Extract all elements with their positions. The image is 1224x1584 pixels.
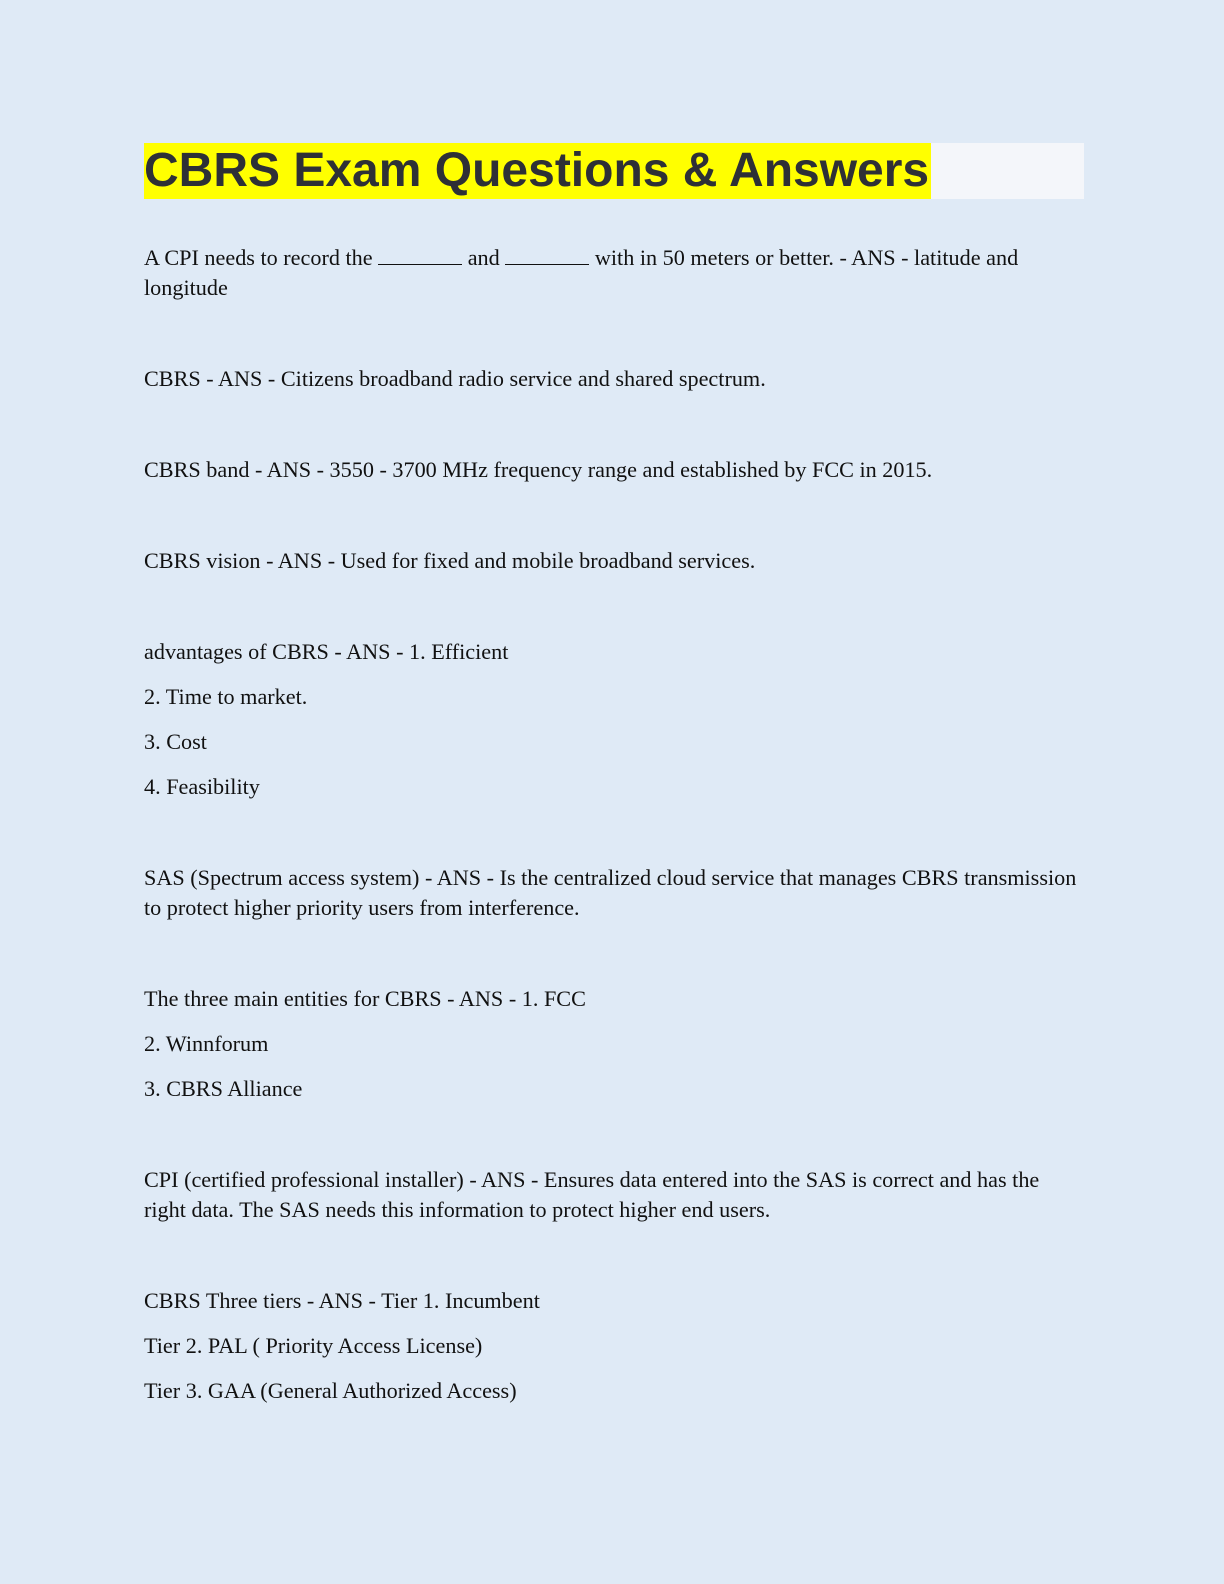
qa-item: SAS (Spectrum access system) - ANS - Is the centralized cloud service that manages CBRS transmission to protect higher priority users from interference. <box>144 865 1077 920</box>
qa-item: The three main entities for CBRS - ANS - 1. FCC <box>144 986 586 1011</box>
qa-item: CBRS vision - ANS - Used for fixed and mobile broadband services. <box>144 548 756 573</box>
qa-item: CBRS - ANS - Citizens broadband radio service and shared spectrum. <box>144 366 766 391</box>
qa-item <box>144 243 1084 303</box>
qa-item: CBRS band - ANS - 3550 - 3700 MHz frequency range and established by FCC in 2015. <box>144 457 933 482</box>
list-item: Tier 2. PAL ( Priority Access License) <box>144 1333 483 1358</box>
answer-blank <box>505 246 589 265</box>
list-item: 2. Winnforum <box>144 1031 269 1056</box>
qa-item: CPI (certified professional installer) - ANS - Ensures data entered into the SAS is correct and has the right data. The SAS needs this information to protect higher end users. <box>144 1167 1040 1222</box>
list-item: Tier 3. GAA (General Authorized Access) <box>144 1378 517 1403</box>
list-item: 2. Time to market. <box>144 684 308 709</box>
list-item: 3. Cost <box>144 729 207 754</box>
answer-blank <box>378 246 462 265</box>
document-page <box>144 143 1084 1406</box>
title-bar <box>144 143 1084 199</box>
page-title: CBRS Exam Questions & Answers <box>144 144 930 197</box>
qa-text: A CPI needs to record the <box>144 245 373 270</box>
list-item: 4. Feasibility <box>144 774 260 799</box>
qa-item: CBRS Three tiers - ANS - Tier 1. Incumbent <box>144 1288 540 1313</box>
list-item: 3. CBRS Alliance <box>144 1076 303 1101</box>
qa-text: with in 50 meters or better. - ANS - latitude and longitude <box>144 245 1019 300</box>
qa-item: advantages of CBRS - ANS - 1. Efficient <box>144 639 509 664</box>
qa-text: and <box>467 245 500 270</box>
